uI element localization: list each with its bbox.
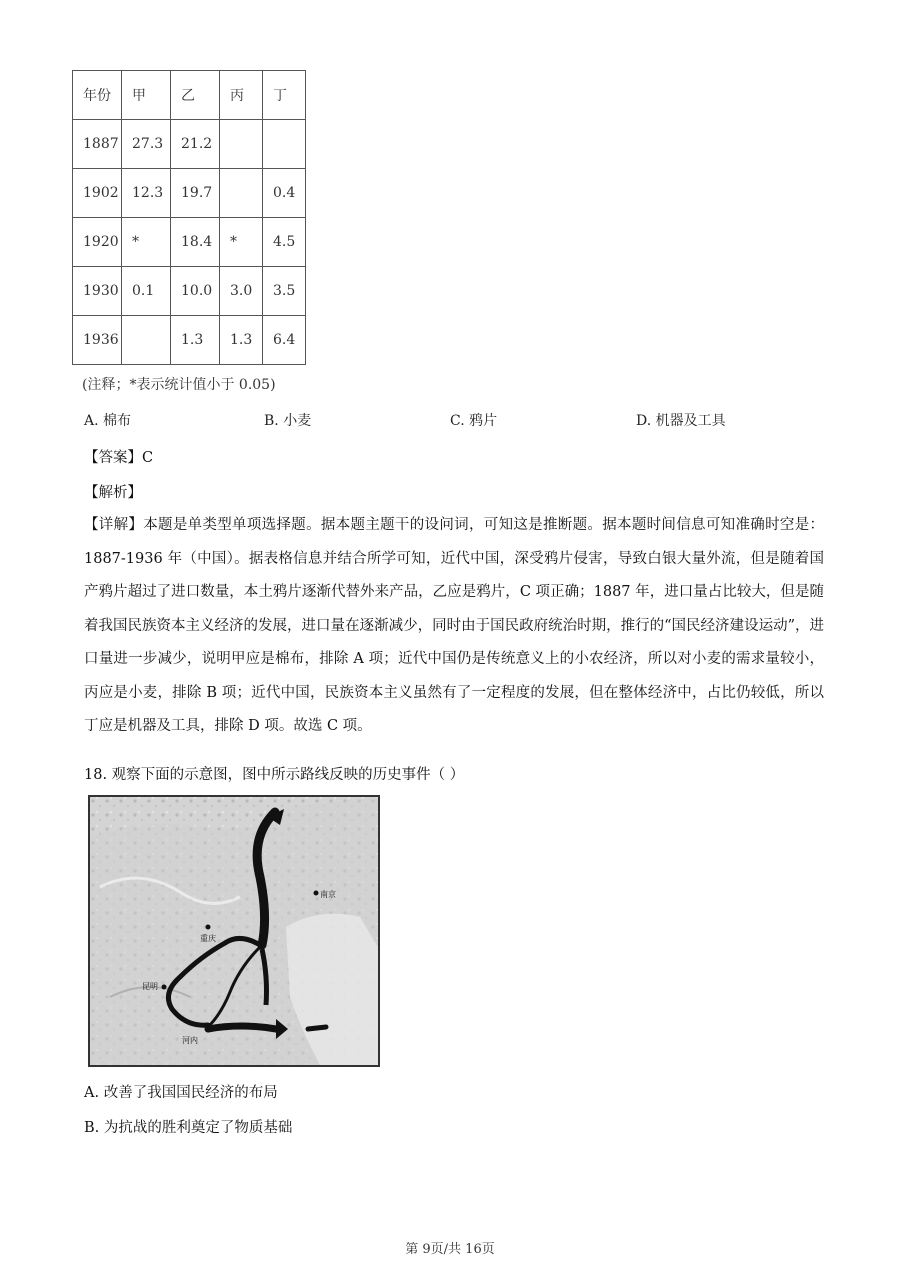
statistics-table — [72, 70, 306, 365]
table-row — [73, 218, 306, 267]
table-row — [73, 267, 306, 316]
label-kunming: 昆明 — [142, 982, 158, 991]
option-a-18: A. 改善了我国国民经济的布局 — [84, 1085, 278, 1101]
table-cell: 1.3 — [220, 316, 263, 365]
table-cell: 3.5 — [263, 267, 306, 316]
table-cell: 0.1 — [122, 267, 171, 316]
table-cell — [122, 316, 171, 365]
table-cell: 0.4 — [263, 169, 306, 218]
option-a-17: A. 棉布 — [84, 413, 132, 429]
detail-explanation: 【详解】本题是单类型单项选择题。据本题主题干的设问词，可知这是推断题。据本题时间信息可知准确时空是：1887-1936 年（中国）。据表格信息并结合所学可知，近代中国，深受鸦片侵害，导致白银大量外流，但是随着国产鸦片超过了进口数量，本土鸦片逐渐代替外来产品，乙应是鸦片，C 项正确；1887 年，进口量占比较大，但是随着我国民族资本主义经济的发展，进口量在逐渐减少，同时由于国民政府统治时期，推行的“国民经济建设运动”，进口量进一步减少，说明甲应是棉布，排除 A 项；近代中国仍是传统意义上的小农经济，所以对小麦的需求量较小，丙应是小麦，排除 B 项；近代中国，民族资本主义虽然有了一定程度的发展，但在整体经济中，占比仍较低，所以丁应是机器及工具，排除 D 项。故选 C 项。 — [84, 517, 824, 734]
table-cell — [220, 169, 263, 218]
label-nanjing: 南京 — [320, 890, 336, 899]
answer-line: 【答案】C — [84, 450, 154, 466]
table-cell: 3.0 — [220, 267, 263, 316]
table-row — [73, 120, 306, 169]
table-row — [73, 169, 306, 218]
map-graphic — [90, 797, 378, 1065]
header-cell: 年份 — [73, 71, 122, 120]
table-row — [73, 316, 306, 365]
table-cell: 1936 — [73, 316, 122, 365]
header-cell: 甲 — [122, 71, 171, 120]
header-cell: 丁 — [263, 71, 306, 120]
page-footer: 第 9页/共 16页 — [405, 1242, 495, 1257]
table-cell: 1.3 — [171, 316, 220, 365]
header-cell: 乙 — [171, 71, 220, 120]
table-cell: 12.3 — [122, 169, 171, 218]
table-cell — [220, 120, 263, 169]
label-chongqing: 重庆 — [200, 934, 216, 943]
table-cell: 4.5 — [263, 218, 306, 267]
route-bottom-arrow — [208, 1026, 276, 1029]
table-cell: 1902 — [73, 169, 122, 218]
label-hanoi: 河内 — [182, 1036, 198, 1045]
option-c-17: C. 鸦片 — [450, 413, 498, 429]
table-cell: 10.0 — [171, 267, 220, 316]
question-18-stem: 18. 观察下面的示意图，图中所示路线反映的历史事件（ ） — [84, 767, 465, 783]
table-cell: * — [122, 218, 171, 267]
table-cell: 21.2 — [171, 120, 220, 169]
table-cell: 27.3 — [122, 120, 171, 169]
table-cell: 1930 — [73, 267, 122, 316]
table-header-row — [73, 71, 306, 120]
option-b-17: B. 小麦 — [264, 413, 312, 429]
route-map — [88, 795, 380, 1067]
header-cell: 丙 — [220, 71, 263, 120]
option-b-18: B. 为抗战的胜利奠定了物质基础 — [84, 1120, 293, 1136]
analysis-label: 【解析】 — [84, 485, 142, 501]
table-cell: 18.4 — [171, 218, 220, 267]
table-note: (注释；*表示统计值小于 0.05) — [82, 377, 276, 393]
table-cell: 19.7 — [171, 169, 220, 218]
table-cell: 1887 — [73, 120, 122, 169]
table-cell: 6.4 — [263, 316, 306, 365]
table-cell — [263, 120, 306, 169]
table-cell: 1920 — [73, 218, 122, 267]
option-d-17: D. 机器及工具 — [636, 413, 726, 429]
table-cell: * — [220, 218, 263, 267]
